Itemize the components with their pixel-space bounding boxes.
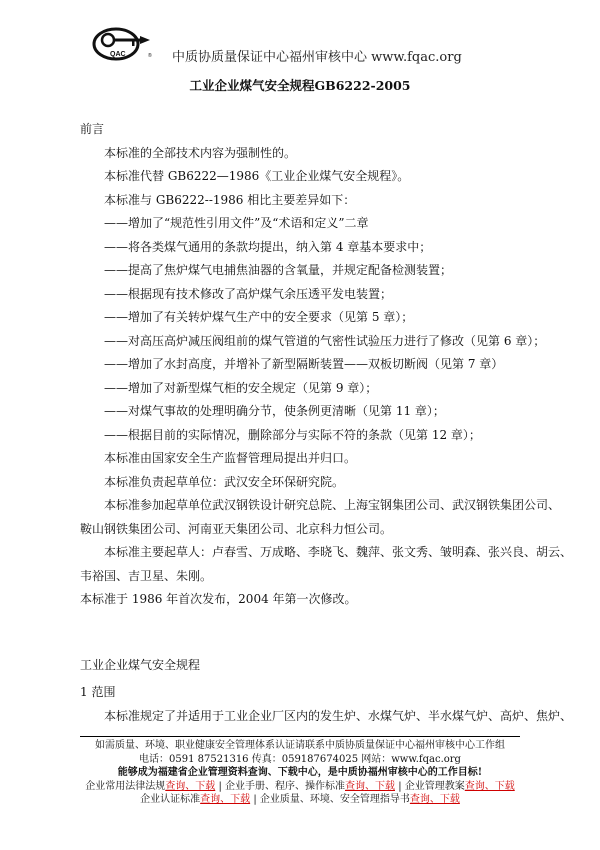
footer-contact-line: 如需质量、环境、职业健康安全管理体系认证请联系中质协质量保证中心福州审核中心工作组 (95, 740, 505, 751)
preface-paragraph: ——将各类煤气通用的条款均提出，纳入第 4 章基本要求中； (104, 239, 432, 254)
section-sub-heading: 1 范围 (80, 685, 116, 699)
preface-closing: 本标准于 1986 年首次发布，2004 年第一次修改。 (80, 592, 357, 606)
footer-label-teaching: 企业管理教案 (404, 780, 465, 792)
footer-link-guides[interactable]: 查询、下载 (409, 794, 460, 805)
preface-heading: 前言 (80, 122, 105, 136)
preface-paragraph: ——增加了对新型煤气柜的安全规定（见第 9 章）； (104, 380, 378, 395)
document-body (80, 118, 573, 728)
footer-links-line-2 (80, 793, 520, 807)
footer-links-line-1 (80, 780, 520, 794)
preface-paragraph: ——增加了“规范性引用文件”及“术语和定义”二章 (104, 216, 369, 230)
footer-separator: | (398, 780, 402, 792)
preface-paragraph: 本标准主要起草人：卢春雪、万成略、李晓飞、魏萍、张文秀、皱明森、张兴良、胡云、 (104, 545, 573, 559)
preface-paragraph: ——对煤气事故的处理明确分节，使条例更清晰（见第 11 章）； (104, 404, 445, 418)
footer-label-manuals: 企业手册、程序、操作标准 (225, 780, 345, 792)
header-org-text: 中质协质量保证中心福州审核中心 www.fqac.org (172, 50, 462, 65)
preface-paragraph: 本标准的全部技术内容为强制性的。 (104, 145, 297, 160)
footer-divider (80, 736, 520, 737)
preface-paragraph: 本标准代替 GB6222—1986《工业企业煤气安全规程》。 (104, 169, 410, 183)
logo-text: QAC (110, 51, 126, 58)
footer-goal-line: 能够成为福建省企业管理资料查询、下载中心，是中质协福州审核中心的工作目标! (117, 767, 483, 778)
preface-paragraph: ——根据目前的实际情况，删除部分与实际不符的条款（见第 12 章）； (104, 427, 481, 442)
footer-label-certification: 企业认证标准 (140, 794, 201, 805)
footer-link-teaching[interactable]: 查询、下载 (464, 780, 515, 792)
preface-paragraph: ——对高压高炉减压阀组前的煤气管道的气密性试验压力进行了修改（见第 6 章）； (104, 333, 546, 348)
preface-paragraph: 韦裕国、吉卫星、朱刚。 (80, 568, 213, 583)
preface-paragraph: 本标准参加起草单位武汉钢铁设计研究总院、上海宝钢集团公司、武汉钢铁集团公司、 (104, 498, 561, 512)
footer-link-manuals[interactable]: 查询、下载 (345, 780, 395, 792)
footer-label-laws: 企业常用法律法规 (85, 780, 166, 792)
footer-link-laws[interactable]: 查询、下载 (165, 780, 216, 792)
document-title: 工业企业煤气安全规程GB6222-2005 (189, 78, 411, 93)
section-heading: 工业企业煤气安全规程 (80, 657, 201, 672)
preface-paragraph: 本标准由国家安全生产监督管理局提出并归口。 (104, 451, 357, 465)
footer-link-certification[interactable]: 查询、下载 (200, 794, 251, 805)
page-footer (80, 736, 520, 807)
preface-paragraph: ——增加了水封高度，并增补了新型隔断装置——双板切断阀（见第 7 章） (104, 357, 504, 371)
qac-logo-icon (92, 26, 160, 62)
footer-label-guides: 企业质量、环境、安全管理指导书 (259, 794, 410, 805)
preface-paragraph: 鞍山钢铁集团公司、河南亚天集团公司、北京科力恒公司。 (80, 521, 393, 536)
footer-phone-line: 电话：0591 87521316 传真：059187674025 网站：www.fqac.org (139, 753, 461, 765)
logo-registered-mark: ® (148, 53, 152, 59)
preface-paragraph: 本标准负责起草单位：武汉安全环保研究院。 (104, 474, 345, 489)
preface-paragraph: ——根据现有技术修改了高炉煤气余压透平发电装置； (104, 286, 393, 301)
footer-separator: | (253, 794, 257, 805)
preface-paragraph: 本标准与 GB6222--1986 相比主要差异如下： (104, 192, 356, 207)
page-header (92, 26, 532, 65)
section-first-line: 本标准规定了并适用于工业企业厂区内的发生炉、水煤气炉、半水煤气炉、高炉、焦炉、 (104, 708, 573, 723)
preface-paragraph: ——增加了有关转炉煤气生产中的安全要求（见第 5 章）； (104, 310, 414, 324)
footer-separator: | (218, 780, 222, 792)
preface-paragraph: ——提高了焦炉煤气电捕焦油器的含氧量，并规定配备检测装置； (104, 263, 453, 277)
